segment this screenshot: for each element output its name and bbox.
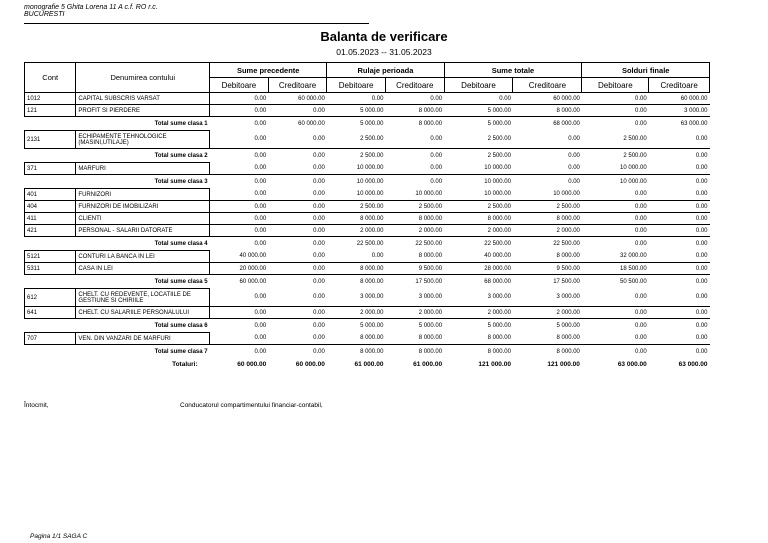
group-header-sume-precedente: Sume precedente	[210, 63, 327, 78]
debit-amount: 0.00	[444, 93, 513, 105]
debit-amount: 0.00	[582, 289, 649, 307]
class-total-row	[25, 117, 710, 131]
debit-amount: 10 000.00	[582, 163, 649, 175]
sub-header-credit: Creditoare	[268, 78, 327, 93]
debit-amount: 0.00	[582, 201, 649, 213]
account-code: 5121	[25, 251, 76, 263]
debit-amount: 2 500.00	[444, 131, 513, 149]
credit-amount: 0.00	[695, 178, 708, 185]
debit-grand-total: 63 000.00	[617, 360, 647, 368]
debit-grand-total: 121 000.00	[478, 360, 511, 368]
account-code: 411	[25, 213, 76, 225]
debit-amount: 0.00	[254, 120, 267, 127]
class-total-row	[25, 345, 710, 359]
debit-amount: 0.00	[254, 322, 267, 329]
debit-amount: 0.00	[582, 225, 649, 237]
debit-amount: 2 000.00	[444, 225, 513, 237]
credit-amount: 0.00	[268, 213, 327, 225]
credit-amount: 0.00	[268, 251, 327, 263]
debit-amount: 0.00	[582, 333, 649, 345]
account-name: CLIENTI	[76, 213, 210, 225]
credit-amount: 0.00	[568, 152, 580, 159]
debit-amount: 5 000.00	[327, 105, 386, 117]
credit-amount: 63 000.00	[680, 120, 708, 127]
debit-amount: 0.00	[582, 189, 649, 201]
debit-amount: 5 000.00	[360, 322, 384, 329]
class-total-text: Total sume clasa	[154, 240, 203, 247]
credit-amount: 8 000.00	[385, 251, 444, 263]
account-row	[25, 289, 710, 307]
credit-amount: 0.00	[268, 289, 327, 307]
company-line-2: BUCURESTI	[24, 11, 65, 18]
debit-amount: 0.00	[582, 93, 649, 105]
credit-amount: 10 000.00	[513, 189, 582, 201]
debit-amount: 0.00	[635, 322, 647, 329]
credit-amount: 60 000.00	[268, 93, 327, 105]
credit-amount: 0.00	[649, 131, 710, 149]
credit-amount: 22 500.00	[553, 240, 580, 247]
credit-amount: 2 500.00	[385, 201, 444, 213]
credit-amount: 0.00	[649, 225, 710, 237]
account-code: 404	[25, 201, 76, 213]
sub-header-credit: Creditoare	[513, 78, 582, 93]
class-number: 2	[204, 152, 208, 159]
group-header-sume-totale: Sume totale	[444, 63, 582, 78]
class-total-row	[25, 275, 710, 289]
debit-amount: 8 000.00	[444, 333, 513, 345]
credit-amount: 0.00	[695, 322, 708, 329]
debit-amount: 0.00	[635, 120, 647, 127]
account-code: 371	[25, 163, 76, 175]
sub-header-debit: Debitoare	[444, 78, 513, 93]
class-number: 5	[204, 278, 208, 285]
credit-amount: 8 000.00	[385, 333, 444, 345]
debit-amount: 3 000.00	[327, 289, 386, 307]
account-code: 421	[25, 225, 76, 237]
account-row	[25, 263, 710, 275]
debit-amount: 0.00	[210, 307, 269, 319]
credit-amount: 8 000.00	[385, 105, 444, 117]
class-total-row	[25, 237, 710, 251]
debit-amount: 0.00	[210, 213, 269, 225]
credit-amount: 0.00	[268, 105, 327, 117]
debit-amount: 0.00	[635, 348, 647, 355]
class-number: 6	[204, 322, 208, 329]
credit-amount: 60 000.00	[298, 120, 325, 127]
company-line-1: monografie 5 Ghita Lorena 11 A c.f. RO r.c.	[24, 4, 158, 11]
debit-amount: 10 000.00	[356, 178, 384, 185]
credit-amount: 0.00	[695, 240, 708, 247]
credit-amount: 2 500.00	[513, 201, 582, 213]
debit-amount: 20 000.00	[210, 263, 269, 275]
grand-total-label: Totaluri:	[172, 360, 198, 368]
credit-amount: 0.00	[695, 152, 708, 159]
debit-amount: 2 500.00	[444, 201, 513, 213]
credit-grand-total: 61 000.00	[413, 360, 443, 368]
page-title: Balanta de verificare	[320, 29, 448, 44]
debit-amount: 0.00	[210, 163, 269, 175]
debit-amount: 10 000.00	[327, 163, 386, 175]
debit-amount: 0.00	[582, 307, 649, 319]
credit-amount: 0.00	[313, 178, 325, 185]
debit-amount: 40 000.00	[210, 251, 269, 263]
class-total-text: Total sume clasa	[154, 178, 203, 185]
debit-amount: 0.00	[327, 251, 386, 263]
col-header-denumire: Denumirea contului	[76, 63, 210, 93]
account-code: 641	[25, 307, 76, 319]
account-row	[25, 163, 710, 175]
account-row	[25, 251, 710, 263]
credit-amount: 0.00	[649, 263, 710, 275]
debit-amount: 10 000.00	[327, 189, 386, 201]
account-row	[25, 225, 710, 237]
credit-amount: 5 000.00	[418, 322, 443, 329]
account-code: 707	[25, 333, 76, 345]
class-total-text: Total sume clasa	[154, 120, 203, 127]
account-name: CAPITAL SUBSCRIS VARSAT	[76, 93, 210, 105]
credit-amount: 0.00	[649, 163, 710, 175]
debit-amount: 5 000.00	[487, 120, 511, 127]
debit-amount: 8 000.00	[444, 213, 513, 225]
debit-amount: 5 000.00	[360, 120, 384, 127]
class-total-text: Total sume clasa	[154, 152, 203, 159]
account-name: CASA IN LEI	[76, 263, 210, 275]
credit-amount: 8 000.00	[418, 120, 443, 127]
account-row	[25, 201, 710, 213]
debit-amount: 0.00	[254, 152, 267, 159]
debit-amount: 22 500.00	[484, 240, 511, 247]
credit-amount: 17 500.00	[553, 278, 580, 285]
credit-amount: 0.00	[695, 278, 708, 285]
credit-grand-total: 60 000.00	[295, 360, 325, 368]
debit-amount: 8 000.00	[327, 263, 386, 275]
group-header-rulaje-perioada: Rulaje perioada	[327, 63, 444, 78]
class-total-label	[25, 149, 210, 163]
grand-total-row	[25, 358, 710, 370]
credit-amount: 3 000.00	[513, 289, 582, 307]
debit-amount: 0.00	[327, 93, 386, 105]
debit-amount: 8 000.00	[327, 333, 386, 345]
company-header	[24, 4, 158, 18]
class-total-row	[25, 319, 710, 333]
class-total-row	[25, 175, 710, 189]
debit-amount: 8 000.00	[360, 278, 384, 285]
debit-amount: 10 000.00	[444, 189, 513, 201]
table-body	[25, 93, 710, 371]
credit-amount: 0.00	[649, 307, 710, 319]
account-name: FURNIZORI	[76, 189, 210, 201]
debit-amount: 10 000.00	[444, 163, 513, 175]
account-name: ECHIPAMENTE TEHNOLOGICE (MASINI,UTILAJE)	[76, 131, 210, 149]
debit-amount: 0.00	[582, 213, 649, 225]
class-total-label	[25, 319, 210, 333]
debit-amount: 40 000.00	[444, 251, 513, 263]
credit-amount: 68 000.00	[553, 120, 580, 127]
class-total-label	[25, 345, 210, 359]
credit-amount: 0.00	[385, 93, 444, 105]
credit-amount: 0.00	[649, 251, 710, 263]
class-total-label	[25, 275, 210, 289]
debit-amount: 8 000.00	[487, 348, 511, 355]
account-name: PROFIT SI PIERDERE	[76, 105, 210, 117]
debit-amount: 0.00	[210, 93, 269, 105]
credit-amount: 0.00	[649, 201, 710, 213]
credit-amount: 0.00	[313, 322, 325, 329]
class-total-text: Total sume clasa	[154, 278, 203, 285]
debit-grand-total: 61 000.00	[354, 360, 384, 368]
debit-amount: 18 500.00	[582, 263, 649, 275]
debit-amount: 2 500.00	[623, 152, 647, 159]
header-divider	[24, 23, 369, 24]
credit-amount: 0.00	[268, 333, 327, 345]
credit-amount: 9 500.00	[513, 263, 582, 275]
account-row	[25, 93, 710, 105]
debit-amount: 0.00	[210, 189, 269, 201]
credit-amount: 8 000.00	[513, 213, 582, 225]
credit-amount: 8 000.00	[513, 333, 582, 345]
sub-header-credit: Creditoare	[385, 78, 444, 93]
debit-amount: 5 000.00	[487, 322, 511, 329]
credit-amount: 0.00	[313, 278, 325, 285]
debit-amount: 2 500.00	[487, 152, 511, 159]
trial-balance-table	[24, 62, 710, 370]
credit-amount: 8 000.00	[513, 251, 582, 263]
credit-amount: 0.00	[649, 213, 710, 225]
credit-amount: 2 000.00	[513, 225, 582, 237]
debit-amount: 0.00	[635, 240, 647, 247]
credit-amount: 3 000.00	[649, 105, 710, 117]
credit-amount: 0.00	[430, 178, 443, 185]
debit-amount: 68 000.00	[484, 278, 511, 285]
credit-amount: 0.00	[385, 131, 444, 149]
credit-amount: 0.00	[649, 189, 710, 201]
sub-header-debit: Debitoare	[327, 78, 386, 93]
debit-amount: 10 000.00	[620, 178, 647, 185]
credit-amount: 0.00	[268, 131, 327, 149]
account-row	[25, 333, 710, 345]
debit-amount: 0.00	[254, 240, 267, 247]
page-footer: Pagina 1/1 SAGA C	[30, 533, 88, 540]
account-name: CHELT. CU SALARIILE PERSONALULUI	[76, 307, 210, 319]
class-number: 4	[204, 240, 208, 247]
group-header-solduri-finale: Solduri finale	[582, 63, 710, 78]
credit-amount: 0.00	[695, 348, 708, 355]
account-name: CONTURI LA BANCA IN LEI	[76, 251, 210, 263]
debit-amount: 60 000.00	[239, 278, 267, 285]
credit-amount: 0.00	[268, 163, 327, 175]
debit-amount: 0.00	[210, 131, 269, 149]
debit-amount: 0.00	[210, 225, 269, 237]
debit-amount: 2 500.00	[327, 131, 386, 149]
debit-amount: 28 000.00	[444, 263, 513, 275]
debit-amount: 5 000.00	[444, 105, 513, 117]
debit-amount: 22 500.00	[356, 240, 384, 247]
class-total-text: Total sume clasa	[154, 348, 203, 355]
account-row	[25, 189, 710, 201]
sub-header-debit: Debitoare	[210, 78, 269, 93]
account-code: 401	[25, 189, 76, 201]
credit-amount: 0.00	[268, 225, 327, 237]
debit-amount: 8 000.00	[360, 348, 384, 355]
credit-amount: 9 500.00	[385, 263, 444, 275]
debit-amount: 2 000.00	[444, 307, 513, 319]
credit-amount: 0.00	[268, 263, 327, 275]
account-name: FURNIZORI DE IMOBILIZARI	[76, 201, 210, 213]
account-name: MARFURI	[76, 163, 210, 175]
credit-amount: 0.00	[313, 152, 325, 159]
credit-amount: 0.00	[313, 348, 325, 355]
debit-amount: 2 500.00	[327, 201, 386, 213]
debit-amount: 3 000.00	[444, 289, 513, 307]
debit-amount: 8 000.00	[327, 213, 386, 225]
credit-amount: 22 500.00	[415, 240, 443, 247]
credit-amount: 8 000.00	[418, 348, 443, 355]
credit-amount: 8 000.00	[513, 105, 582, 117]
debit-amount: 50 500.00	[620, 278, 647, 285]
class-number: 1	[204, 120, 208, 127]
class-number: 7	[204, 348, 208, 355]
credit-amount: 0.00	[313, 240, 325, 247]
debit-amount: 10 000.00	[484, 178, 511, 185]
credit-amount: 2 000.00	[385, 307, 444, 319]
sub-header-debit: Debitoare	[582, 78, 649, 93]
debit-amount: 2 500.00	[360, 152, 384, 159]
credit-amount: 0.00	[513, 131, 582, 149]
prepared-by-label: Întocmit,	[24, 402, 49, 409]
credit-amount: 3 000.00	[385, 289, 444, 307]
debit-amount: 0.00	[210, 105, 269, 117]
credit-grand-total: 63 000.00	[678, 360, 708, 368]
class-total-text: Total sume clasa	[154, 322, 203, 329]
credit-amount: 0.00	[268, 201, 327, 213]
debit-amount: 0.00	[254, 178, 267, 185]
account-code: 612	[25, 289, 76, 307]
class-total-label	[25, 237, 210, 251]
account-name: VEN. DIN VANZARI DE MARFURI	[76, 333, 210, 345]
period-range: 01.05.2023 -- 31.05.2023	[336, 47, 432, 57]
credit-amount: 8 000.00	[556, 348, 580, 355]
account-code: 5311	[25, 263, 76, 275]
class-total-label	[25, 117, 210, 131]
debit-amount: 2 000.00	[327, 225, 386, 237]
credit-amount: 0.00	[268, 189, 327, 201]
credit-amount: 60 000.00	[649, 93, 710, 105]
debit-amount: 2 500.00	[582, 131, 649, 149]
credit-amount: 17 500.00	[415, 278, 443, 285]
credit-amount: 0.00	[513, 163, 582, 175]
account-row	[25, 105, 710, 117]
account-code: 2131	[25, 131, 76, 149]
class-total-label	[25, 175, 210, 189]
sub-header-credit: Creditoare	[649, 78, 710, 93]
credit-amount: 0.00	[649, 333, 710, 345]
debit-amount: 0.00	[210, 289, 269, 307]
credit-amount: 60 000.00	[513, 93, 582, 105]
credit-amount: 0.00	[430, 152, 443, 159]
credit-amount: 0.00	[268, 307, 327, 319]
class-total-row	[25, 149, 710, 163]
credit-amount: 10 000.00	[385, 189, 444, 201]
credit-amount: 8 000.00	[385, 213, 444, 225]
col-header-cont: Cont	[25, 63, 76, 93]
account-code: 121	[25, 105, 76, 117]
debit-amount: 0.00	[582, 105, 649, 117]
account-name: PERSONAL - SALARII DATORATE	[76, 225, 210, 237]
debit-amount: 32 000.00	[582, 251, 649, 263]
debit-amount: 0.00	[210, 201, 269, 213]
account-row	[25, 131, 710, 149]
account-row	[25, 213, 710, 225]
debit-amount: 0.00	[254, 348, 267, 355]
credit-amount: 2 000.00	[385, 225, 444, 237]
class-number: 3	[204, 178, 208, 185]
credit-amount: 0.00	[385, 163, 444, 175]
head-of-finance-label: Conducatorul compartimentului financiar-contabil,	[180, 402, 323, 409]
credit-amount: 5 000.00	[556, 322, 580, 329]
credit-amount: 0.00	[649, 289, 710, 307]
credit-grand-total: 121 000.00	[547, 360, 580, 368]
credit-amount: 0.00	[568, 178, 580, 185]
debit-amount: 2 000.00	[327, 307, 386, 319]
debit-amount: 0.00	[210, 333, 269, 345]
account-row	[25, 307, 710, 319]
credit-amount: 2 000.00	[513, 307, 582, 319]
debit-grand-total: 60 000.00	[237, 360, 267, 368]
account-code: 1012	[25, 93, 76, 105]
account-name: CHELT. CU REDEVENTE, LOCATIILE DE GESTIUNE SI CHIRIILE	[76, 289, 210, 307]
